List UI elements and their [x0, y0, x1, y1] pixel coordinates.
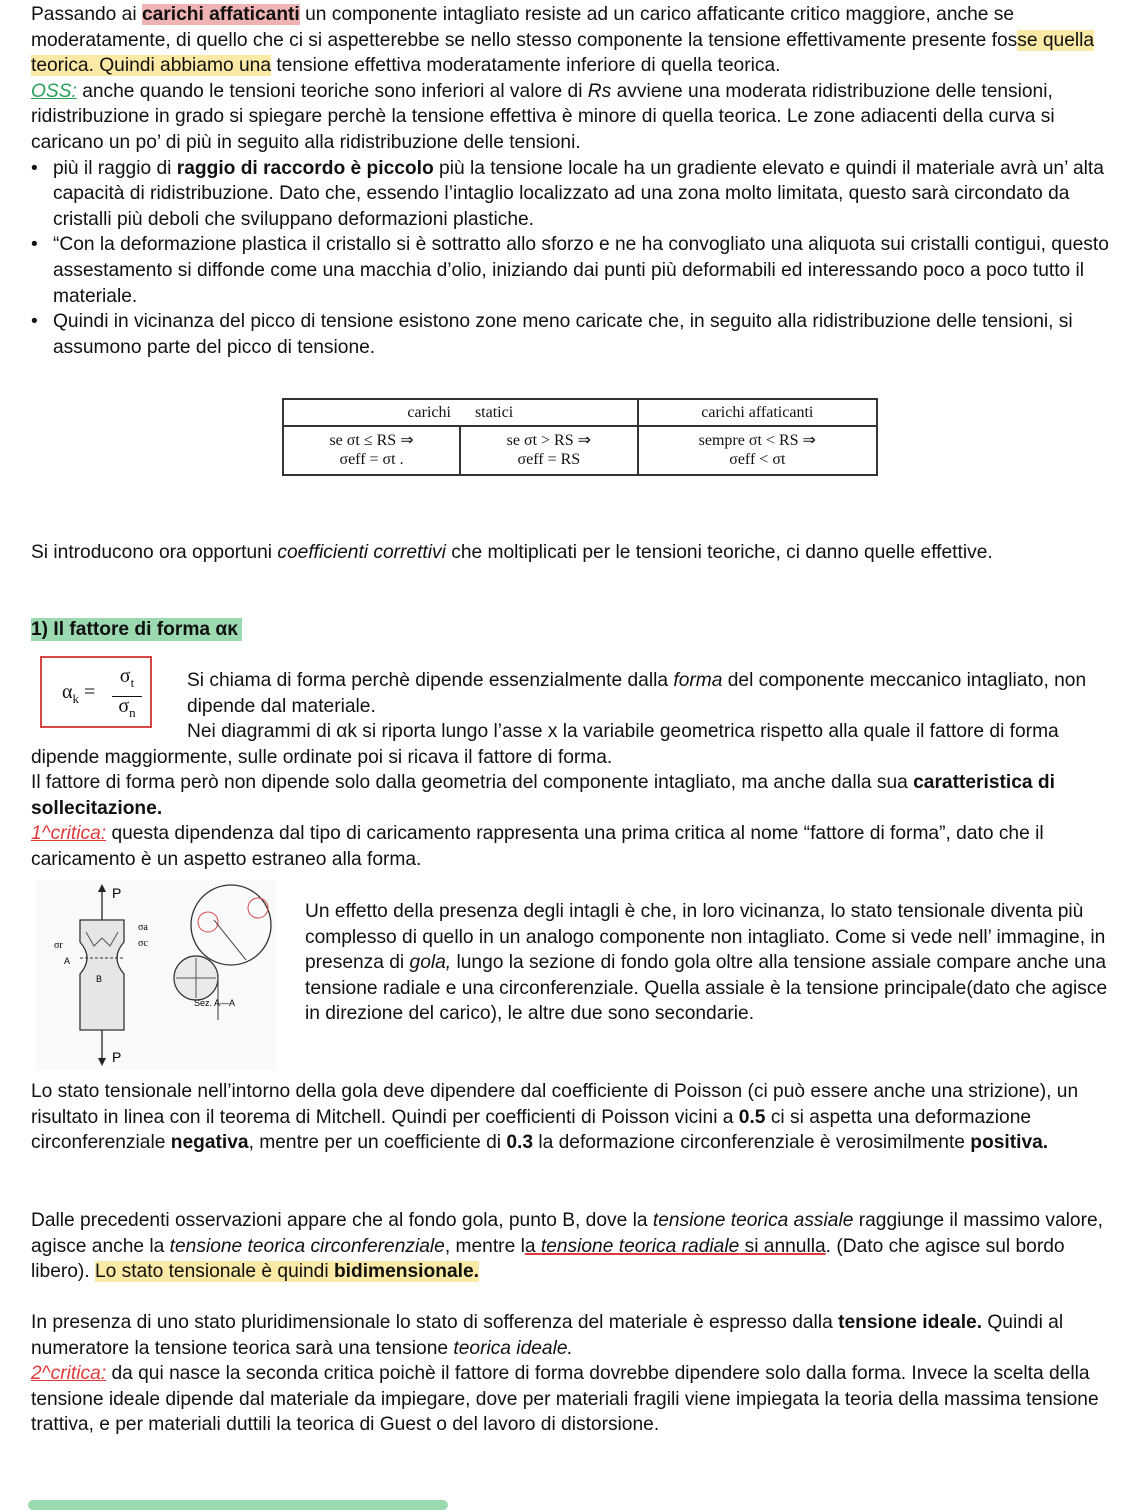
tensione-ideale-paragraph: In presenza di uno stato pluridimensionale lo stato di sofferenza del materiale è espresso dalla tensione ideale. Quindi al numeratore la tensione teorica sarà una tensione teorica ideale. 2^critica: da qui nasce la seconda critica poichè il fattore di forma dovrebbe dipendere solo dalla forma. Invece la scelta della tensione ideale dipende dal materiale da impiegare, dove per materiali fragili viene impiegata la teoria della massima tensione trattiva, e per materiali duttili la teorica di Guest o del lavoro di distorsione. — [31, 1312, 1099, 1436]
point-b-label: B — [96, 974, 103, 984]
load-label-bottom: P — [112, 1049, 122, 1065]
header-static: carichi statici — [283, 399, 638, 426]
list-item: • “Con la deformazione plastica il cristallo si è sottratto allo sforzo e ne ha convogliato una aliquota sui cristalli contigui, questo assestamento si diffonde come una macchia d’olio, iniziando dai punti più deformabili ed interessando poco a poco tutto il materiale. — [31, 232, 1121, 309]
table-cell: sempre σt < RS ⇒ σeff < σt — [638, 426, 877, 475]
section-heading: 1) Il fattore di forma αĸ — [31, 617, 242, 643]
header-fatigue: carichi affaticanti — [638, 399, 877, 426]
intro-section — [31, 2, 1121, 360]
section-label: Sez. A—A — [194, 998, 236, 1008]
form-factor-continued: Nei diagrammi di αk si riporta lungo l’asse x la variabile geometrica rispetto alla quale il fattore di forma dipende maggiormente, sulle ordinate poi si ricava il fattore di forma. Il fattore di forma però non dipende solo dalla geometria del componente intagliato, ma anche dalla sua caratteristica di sollecitazione. 1^critica: questa dipendenza dal tipo di caricamento rappresenta una prima critica al nome “fattore di forma”, dato che il caricamento è un aspetto estraneo alla forma. — [31, 721, 1059, 870]
formula-numerator: $\sigma_t$ — [112, 664, 142, 697]
table-cell: se σt ≤ RS ⇒ σeff = σt . — [283, 426, 460, 475]
comparison-table — [282, 398, 878, 476]
list-item: • Quindi in vicinanza del picco di tensione esistono zone meno caricate che, in seguito alla ridistribuzione delle tensioni, si assumono parte del picco di tensione. — [31, 309, 1121, 360]
underlined-radiale: a tensione teorica radiale si annulla — [524, 1235, 826, 1257]
bullet-list — [31, 156, 1121, 361]
next-heading-highlight — [28, 1500, 448, 1510]
table-row — [283, 426, 877, 475]
sigma-r-label: σr — [54, 940, 63, 951]
oss-paragraph: OSS: anche quando le tensioni teoriche sono inferiori al valore di Rs avviene una moderata ridistribuzione delle tensioni, ridistribuzione in grado si spiegare perchè la tensione effettiva è minore di quella teorica. Le zone adiacenti della curva si caricano un po’ di più in seguito alla ridistribuzione delle tensioni. — [31, 80, 1055, 153]
table-cell: se σt > RS ⇒ σeff = RS — [460, 426, 638, 475]
formula-denominator: $\sigma_n$ — [118, 695, 136, 720]
critica-1-label: 1^critica: — [31, 823, 107, 845]
table-header-row — [283, 399, 877, 426]
section-point-a: A — [64, 956, 71, 966]
oss-label: OSS: — [31, 80, 77, 102]
coefficients-paragraph: Si introducono ora opportuni coefficienti correttivi che moltiplicati per le tensioni teoriche, ci danno quelle effettive. — [31, 542, 993, 563]
critica-2-label: 2^critica: — [31, 1363, 107, 1385]
intro-paragraph: Passando ai carichi affaticanti un componente intagliato resiste ad un carico affaticante critico maggiore, anche se moderatamente, di quello che ci si aspetterebbe se nello stesso componente la tensione effettivamente presente fosse quella teorica. Quindi abbiamo una tensione effettiva moderatamente inferiore di quella teorica. — [31, 4, 1095, 77]
list-item: • più il raggio di raggio di raccordo è piccolo più la tensione locale ha un gradiente elevato e quindi il materiale avrà un’ alta capacità di ridistribuzione. Dato che, essendo l’intaglio localizzato ad una zona molto limitata, questo sarà circondato da cristalli più deboli che sviluppano deformazioni plastiche. — [31, 156, 1121, 233]
sigma-a-label: σa — [138, 922, 148, 933]
fondo-gola-paragraph: Dalle precedenti osservazioni appare che al fondo gola, punto B, dove la tensione teorica assiale raggiunge il massimo valore, agisce anche la tensione teorica circonferenziale, mentre la tensione teorica radiale si annulla. (Dato che agisce sul bordo libero). Lo stato tensionale è quindi bidimensionale. — [31, 1210, 1103, 1283]
load-label-top: P — [112, 885, 122, 901]
poisson-paragraph: Lo stato tensionale nell’intorno della gola deve dipendere dal coefficiente di Poisson (ci può essere anche una strizione), un risultato in linea con il teorema di Mitchell. Quindi per coefficienti di Poisson vicini a 0.5 ci si aspetta una deformazione circonferenziale negativa, mentre per un coefficiente di 0.3 la deformazione circonferenziale è verosimilmente positiva. — [31, 1081, 1079, 1154]
form-factor-paragraph: Si chiama di forma perchè dipende essenzialmente dalla forma del componente meccanico intagliato, non dipende dal materiale. — [187, 670, 1087, 717]
notch-effect-paragraph: Un effetto della presenza degli intagli è che, in loro vicinanza, lo stato tensionale diventa più complesso di quello in un analogo componente non intagliato. Come si vede nell’ immagine, in presenza di gola, lungo la sezione di fondo gola oltre alla tensione assiale compare anche una tensione radiale e una circonferenziale. Quella assiale è la tensione principale(dato che agisce in direzione del carico), le altre due sono secondarie. — [305, 901, 1108, 1025]
sigma-c-label: σc — [138, 938, 148, 949]
highlight-bidimensionale: Lo stato tensionale è quindi bidimensionale. — [94, 1261, 479, 1283]
highlight-carichi-affaticanti: carichi affaticanti — [141, 4, 300, 25]
formula-lhs: $\alpha_k$ = — [62, 681, 96, 706]
notch-figure — [36, 880, 276, 1070]
highlight-teorica: se quella teorica. Quindi abbiamo una — [31, 29, 1095, 77]
formula-box — [40, 656, 152, 728]
